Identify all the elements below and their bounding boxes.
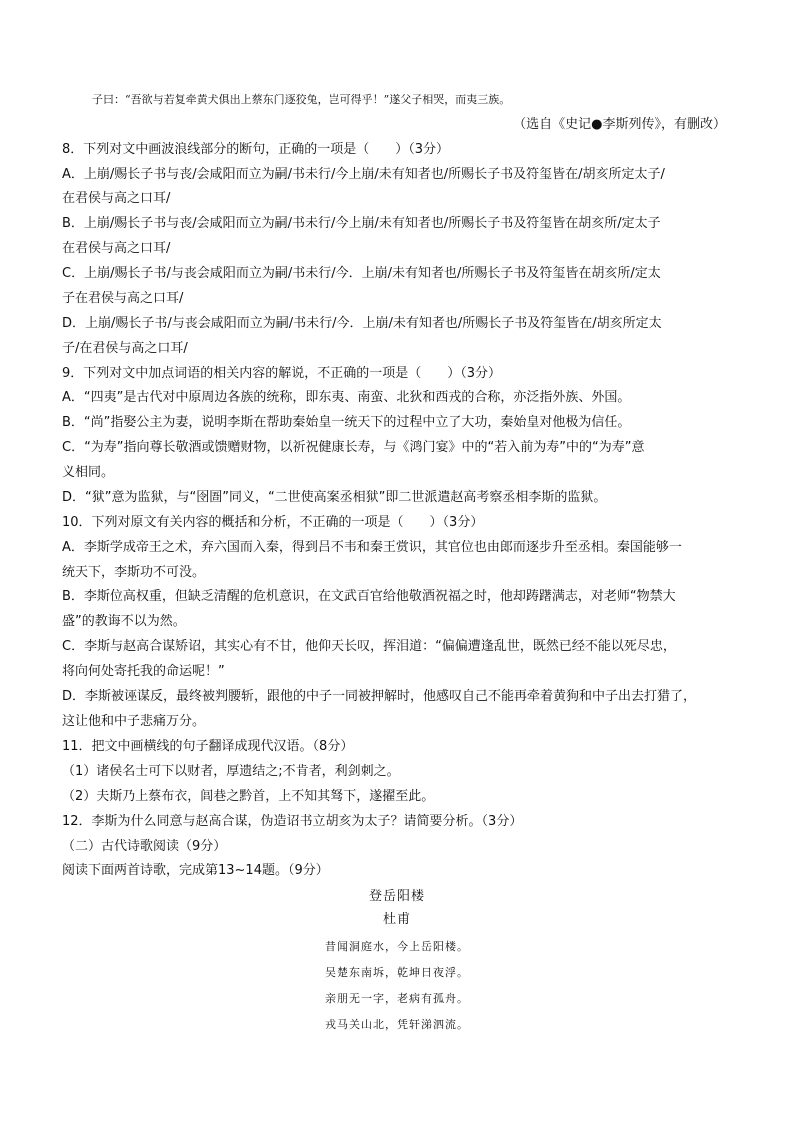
- section-heading: （二）古代诗歌阅读（9分）: [62, 839, 227, 854]
- q8-option-a-cont: 在君侯与高之口耳/: [62, 191, 171, 206]
- section-instruction: 阅读下面两首诗歌，完成第13~14题。（9分）: [62, 863, 329, 878]
- q10-option-a-cont: 统天下，李斯功不可没。: [62, 565, 206, 580]
- q10-stem: 10．下列对原文有关内容的概括和分析，不正确的一项是（ ）（3分）: [62, 515, 484, 530]
- q10-option-a: A．李斯学成帝王之术，弃六国而入秦，得到吕不韦和秦王赏识，其官位也由郎而逐步升至丞相。秦国能够一: [62, 540, 682, 555]
- poem-line: 亲朋无一字，老病有孤舟。: [325, 992, 469, 1005]
- q8-option-c: C．上崩/赐长子书/与丧会咸阳而立为嗣/书未行/今．上崩/未有知者也/所赐长子书及符玺皆在胡亥所/定太: [62, 266, 661, 281]
- q11-stem: 11．把文中画横线的句子翻译成现代汉语。（8分）: [62, 739, 354, 754]
- q11-sentence-2: （2）夫斯乃上蔡布衣，闾巷之黔首，上不知其驽下，遂擢至此。: [62, 789, 435, 804]
- q9-option-d: D．“狱”意为监狱，与“囹圄”同义，“二世使高案丞相狱”即二世派遣赵高考察丞相李斯的监狱。: [62, 490, 607, 505]
- q8-option-c-cont: 子在君侯与高之口耳/: [62, 291, 184, 306]
- q10-option-c-cont: 将向何处寄托我的命运呢！”: [62, 664, 225, 679]
- q12-stem: 12．李斯为什么同意与赵高合谋，伪造诏书立胡亥为太子？请简要分析。（3分）: [62, 814, 523, 829]
- poem-title: 登岳阳楼: [368, 889, 425, 904]
- q10-option-d-cont: 这让他和中子悲痛万分。: [62, 714, 206, 729]
- q8-option-b-cont: 在君侯与高之口耳/: [62, 241, 171, 256]
- q8-option-d-cont: 子/在君侯与高之口耳/: [62, 341, 188, 356]
- poem-author: 杜甫: [382, 912, 411, 927]
- q10-option-d: D．李斯被诬谋反，最终被判腰斩，跟他的中子一同被押解时，他感叹自己不能再牵着黄狗和中子出去打猎了，: [62, 689, 697, 704]
- source-citation: （选自《史记●李斯列传》，有删改）: [513, 117, 726, 132]
- quote-line: 子曰：“吾欲与若复牵黄犬俱出上蔡东门逐狡兔，岂可得乎！”遂父子相哭，而夷三族。: [92, 93, 511, 106]
- q8-stem: 8．下列对文中画波浪线部分的断句，正确的一项是（ ）（3分）: [62, 142, 450, 157]
- q8-option-d: D．上崩/赐长子书/与丧会咸阳而立为嗣/书未行/今．上崩/未有知者也/所赐长子书及符玺皆在/胡亥所定太: [62, 316, 662, 331]
- q8-option-b: B．上崩/赐长子书与丧/会咸阳而立为嗣/书未行/今上崩/未有知者也/所赐长子书及符玺皆在胡亥所/定太子: [62, 216, 661, 231]
- q10-option-c: C．李斯与赵高合谋矫诏，其实心有不甘，他仰天长叹，挥泪道：“偏偏遭逢乱世，既然已经不能以死尽忠，: [62, 639, 676, 654]
- q9-stem: 9．下列对文中加点词语的相关内容的解说，不正确的一项是（ ）（3分）: [62, 366, 502, 381]
- poem-line: 昔闻洞庭水，今上岳阳楼。: [325, 940, 469, 953]
- q9-option-b: B．“尚”指娶公主为妻，说明李斯在帮助秦始皇一统天下的过程中立了大功，秦始皇对他极为信任。: [62, 415, 631, 430]
- q10-option-b: B．李斯位高权重，但缺乏清醒的危机意识，在文武百官给他敬酒祝福之时，他却踌躇满志，对老师“物禁大: [62, 589, 676, 604]
- q9-option-c-cont: 义相同。: [62, 465, 115, 480]
- q10-option-b-cont: 盛”的教诲不以为然。: [62, 614, 186, 629]
- poem-line: 吴楚东南坼，乾坤日夜浮。: [325, 966, 469, 979]
- q9-option-c: C．“为寿”指向尊长敬酒或馈赠财物，以祈祝健康长寿，与《鸿门宴》中的“若入前为寿”中的“为寿”意: [62, 440, 645, 455]
- q11-sentence-1: （1）诸侯名士可下以财者，厚遗结之;不肯者，利剑刺之。: [62, 764, 400, 779]
- q9-option-a: A．“四夷”是古代对中原周边各族的统称，即东夷、南蛮、北狄和西戎的合称，亦泛指外族、外国。: [62, 390, 631, 405]
- q8-option-a: A．上崩/赐长子书与丧/会咸阳而立为嗣/书未行/今上崩/未有知者也/所赐长子书及符玺皆在/胡亥所定太子/: [62, 167, 665, 182]
- poem-line: 戎马关山北，凭轩涕泗流。: [325, 1018, 469, 1031]
